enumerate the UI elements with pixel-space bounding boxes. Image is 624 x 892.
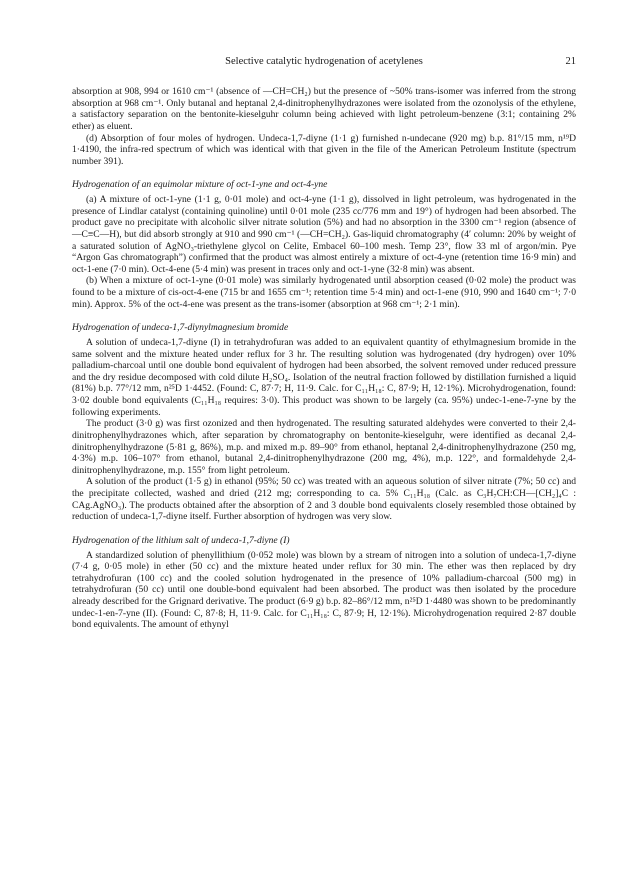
section-heading: Hydrogenation of undeca-1,7-diynylmagnesium bromide bbox=[72, 322, 289, 334]
section-lithium-salt bbox=[72, 535, 576, 631]
page-number: 21 bbox=[565, 56, 576, 67]
paragraph: (a) A mixture of oct-1-yne (1·1 g, 0·01 mole) and oct-4-yne (1·1 g), dissolved in light petroleum, was hydrogenated in the presence of Lindlar catalyst (containing quinoline) until 0·01 mole (235 cc/776 mm and 19°) of hydrogen had been absorbed. The product gave no precipitate with alcoholic silver nitrate solution (5%) and had no absorption in the 3300 cm⁻¹ region (absence of —C≡C—H), but did absorb strongly at 910 and 990 cm⁻¹ (—CH=CH₂). Gas-liquid chromatography (4′ column: 20% by weight of a saturated solution of AgNO₃-triethylene glycol on Celite, Embacel 60–100 mesh. Temp 23°, flow 33 ml of argon/min. Pye “Argon Gas chromatograph”) confirmed that the product was almost entirely a mixture of oct-4-yne (retention time 16·9 min) and oct-1-ene (7·0 min). Oct-4-ene (5·4 min) was present in traces only and oct-1-yne (32·8 min) was absent. bbox=[72, 194, 576, 275]
article-body bbox=[72, 86, 576, 631]
paragraph: (b) When a mixture of oct-1-yne (0·01 mole) was similarly hydrogenated until absorption ceased (0·02 mole) the product was found to be a mixture of cis-oct-4-ene (715 br and 1655 cm⁻¹; retention time 5·4 min) and oct-1-ene (910, 990 and 1640 cm⁻¹; 7·0 min). Approx. 5% of the oct-4-ene was present as the trans-isomer (absorption at 968 cm⁻¹; 2·1 min). bbox=[72, 275, 576, 310]
section-grignard bbox=[72, 322, 576, 523]
section-heading: Hydrogenation of the lithium salt of undeca-1,7-diyne (I) bbox=[72, 534, 290, 546]
paragraph: A standardized solution of phenyllithium (0·052 mole) was blown by a stream of nitrogen into a solution of undeca-1,7-diyne (7·4 g, 0·05 mole) in ether (50 cc) and the mixture heated under reflux for 30 min. The ether was then replaced by dry tetrahydrofuran (100 cc) and the cooled solution hydrogenated in the presence of 10% palladium-charcoal (500 mg) in tetrahydrofuran (50 cc) until one double-bond equivalent had been absorbed. The product was then isolated by the procedure already described for the Grignard derivative. The product (6·9 g) b.p. 82–86°/12 mm, n²⁵D 1·4480 was shown to be predominantly undec-1-en-7-yne (II). (Found: C, 87·8; H, 11·9. Calc. for C₁₁H₁₈: C, 87·9; H, 12·1%). Microhydrogenation required 2·87 double bond equivalents. The amount of ethynyl bbox=[72, 549, 576, 631]
paragraph: The product (3·0 g) was first ozonized and then hydrogenated. The resulting saturated aldehydes were converted to their 2,4-dinitrophenylhydrazones which, after separation by chromatography on bentonite-kieselguhr, were identified as decanal 2,4-dinitrophenylhydrazone (5·81 g, 86%), m.p. and mixed m.p. 89–90° from ethanol, heptanal 2,4-dinitrophenylhydrazone (250 mg, 4·3%) m.p. 106–107° from ethanol, butanal 2,4-dinitrophenylhydrazone (200 mg, 4%), m.p. 122°, and formaldehyde 2,4-dinitrophenylhydrazone, m.p. 155° from light petroleum. bbox=[72, 418, 576, 476]
running-title: Selective catalytic hydrogenation of acetylenes bbox=[225, 56, 423, 67]
page-header bbox=[72, 56, 576, 70]
section-oct-mixture bbox=[72, 179, 576, 310]
paragraph: A solution of the product (1·5 g) in ethanol (95%; 50 cc) was treated with an aqueous solution of silver nitrate (7%; 50 cc) and the precipitate collected, washed and dried (212 mg; corresponding to ca. 5% C₁₁H₁₈ (Calc. as C₃H₇CH:CH—[CH₂]₄C : CAg.AgNO₃). The products obtained after the absorption of 2 and 3 double bond equivalents closely resembled those obtained by reduction of undeca-1,7-diyne itself. Further absorption of hydrogen was very slow. bbox=[72, 476, 576, 523]
paragraph: (d) Absorption of four moles of hydrogen. Undeca-1,7-diyne (1·1 g) furnished n-undecane (920 mg) b.p. 81°/15 mm, n¹⁹D 1·4190, the infra-red spectrum of which was identical with that given in the file of the American Petroleum Institute (spectrum number 391). bbox=[72, 132, 576, 167]
section-continued bbox=[72, 86, 576, 167]
paragraph: absorption at 908, 994 or 1610 cm⁻¹ (absence of —CH=CH₂) but the presence of ~50% trans-isomer was inferred from the strong absorption at 968 cm⁻¹. Only butanal and heptanal 2,4-dinitrophenylhydrazones were isolated from the ozonolysis of the ethylene, a satisfactory separation on the bentonite-kieselguhr column being achieved with light petroleum-benzene (3:1; containing 2% ether) as eluent. bbox=[72, 86, 576, 132]
paragraph: A solution of undeca-1,7-diyne (I) in tetrahydrofuran was added to an equivalent quantity of ethylmagnesium bromide in the same solvent and the mixture heated under reflux for 3 hr. The resulting solution was hydrogenated (dry hydrogen) over 10% palladium-charcoal until one double bond equivalent of hydrogen had been absorbed, the solvent removed under reduced pressure and the dry residue decomposed with cold dilute H₂SO₄. Isolation of the neutral fraction followed by distillation furnished a liquid (81%) b.p. 77°/12 mm, n²⁵D 1·4452. (Found: C, 87·7; H, 11·9. Calc. for C₁₁H₁₈: C, 87·9; H, 12·1%). Microhydrogenation, found: 3·02 double bond equivalents (C₁₁H₁₈ requires: 3·0). This product was shown to be largely (ca. 95%) undec-1-ene-7-yne by the following experiments. bbox=[72, 336, 576, 418]
section-heading: Hydrogenation of an equimolar mixture of oct-1-yne and oct-4-yne bbox=[72, 179, 328, 191]
